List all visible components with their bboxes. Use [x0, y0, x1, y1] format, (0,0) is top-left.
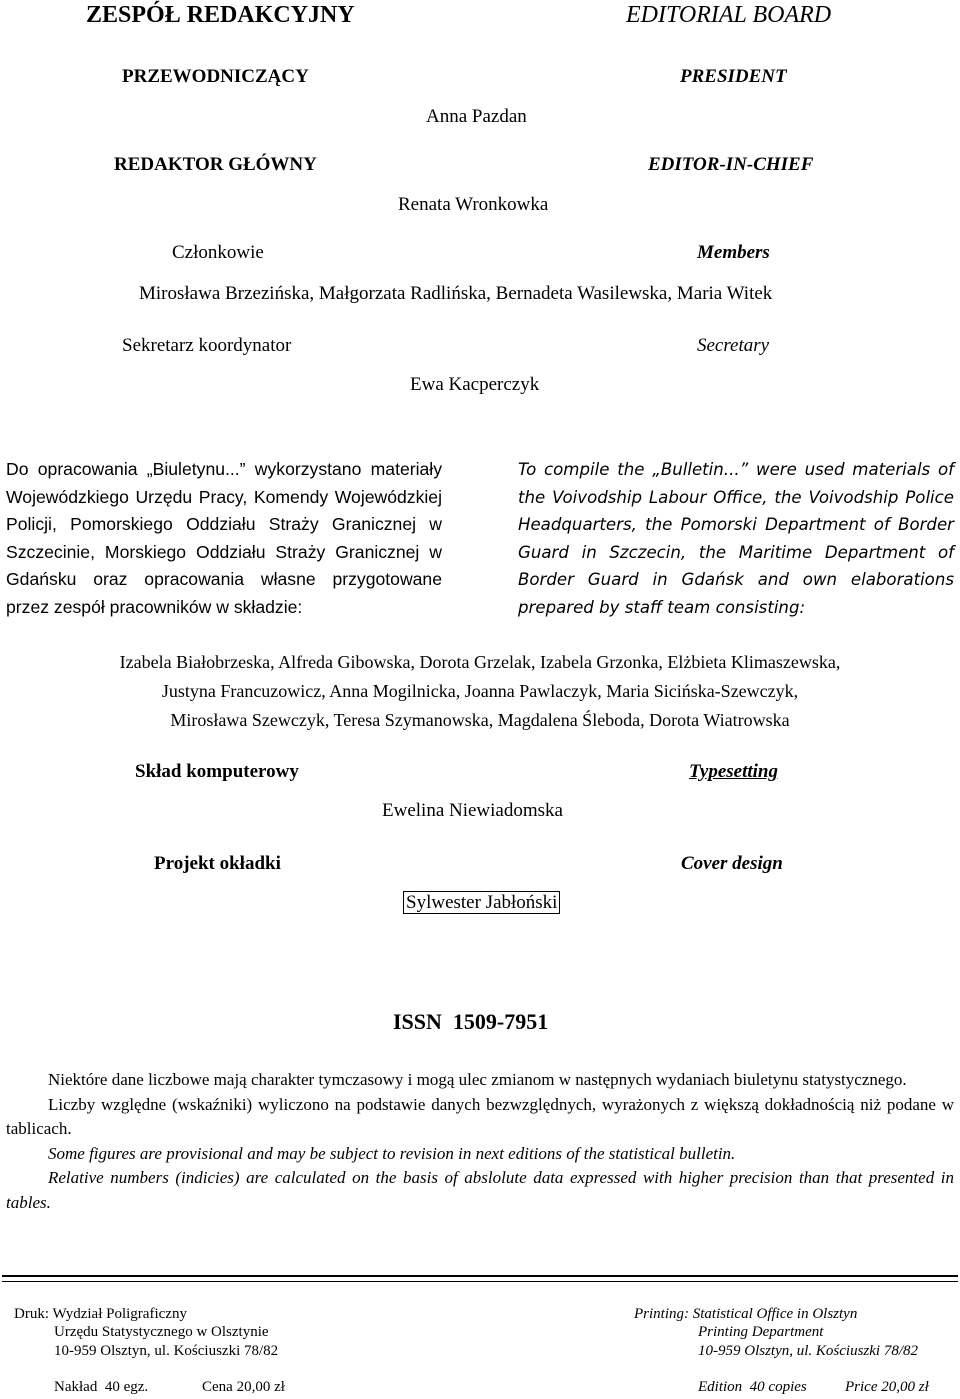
footer-print-pl-2: Urzędu Statystycznego w Olsztynie	[54, 1324, 269, 1340]
footer-rule-thin	[2, 1281, 958, 1282]
cover-heading-en: Cover design	[681, 853, 783, 874]
note-en-relative: Relative numbers (indicies) are calculated on the basis of abslolute data expressed with higher precision than that presented in tables.	[6, 1168, 954, 1212]
team-line-1: Izabela Białobrzeska, Alfreda Gibowska, Dorota Grzelak, Izabela Grzonka, Elżbieta Klimaszewska,	[119, 652, 841, 672]
board-title-pl: ZESPÓŁ REDAKCYJNY	[86, 2, 355, 28]
secretary-name: Ewa Kacperczyk	[410, 374, 540, 395]
footer-edition-en: Edition 40 copies	[698, 1379, 807, 1395]
secretary-heading-en: Secretary	[697, 335, 770, 356]
board-title-en: EDITORIAL BOARD	[626, 2, 832, 28]
team-line-3: Mirosława Szewczyk, Teresa Szymanowska, Magdalena Śleboda, Dorota Wiatrowska	[170, 710, 790, 730]
members-heading-en: Members	[697, 242, 770, 263]
intro-paragraph-pl: Do opracowania „Biuletynu...” wykorzystano materiały Wojewódzkiego Urzędu Pracy, Komendy Wojewódzkiej Policji, Pomorskiego Oddziału Straży Granicznej w Szczecinie, Morskiego Oddziału Straży Granicznej w Gdańsku oraz opracowania własne przygotowane przez zespół pracowników w składzie:	[6, 459, 442, 617]
note-en-provisional: Some figures are provisional and may be subject to revision in next editions of the statistical bulletin.	[48, 1143, 736, 1163]
chief-heading-pl: REDAKTOR GŁÓWNY	[114, 154, 317, 175]
notes	[6, 1068, 954, 1215]
note-pl-relative: Liczby względne (wskaźniki) wyliczono na podstawie danych bezwzględnych, wyrażonych z większą dokładnością niż podane w tablicach.	[6, 1094, 954, 1138]
cover-heading-pl: Projekt okładki	[154, 853, 281, 874]
typesetting-name: Ewelina Niewiadomska	[382, 800, 563, 821]
president-name: Anna Pazdan	[426, 106, 527, 127]
footer-print-en-2: Printing Department	[698, 1324, 824, 1340]
chief-heading-en: EDITOR-IN-CHIEF	[648, 154, 814, 175]
members-names: Mirosława Brzezińska, Małgorzata Radlińska, Bernadeta Wasilewska, Maria Witek	[139, 283, 773, 304]
secretary-heading-pl: Sekretarz koordynator	[122, 335, 292, 356]
cover-name: Sylwester Jabłoński	[403, 891, 560, 914]
president-heading-pl: PRZEWODNICZĄCY	[122, 66, 309, 87]
intro-paragraph-en: To compile the „Bulletin...” were used materials of the Voivodship Labour Office, the Voivodship Police Headquarters, the Pomorski Department of Border Guard in Szczecin, the Maritime Department of Border Guard in Gdańsk and own elaborations prepared by staff team consisting:	[518, 460, 954, 617]
team-line-2: Justyna Francuzowicz, Anna Mogilnicka, Joanna Pawlaczyk, Maria Sicińska-Szewczyk,	[161, 681, 799, 701]
typesetting-heading-en: Typesetting	[689, 761, 778, 782]
footer-print-pl-3: 10-959 Olsztyn, ul. Kościuszki 78/82	[54, 1343, 279, 1359]
footer-print-en-1: Printing: Statistical Office in Olsztyn	[634, 1306, 858, 1322]
footer-price-en: Price 20,00 zł	[845, 1379, 929, 1395]
footer-price-pl: Cena 20,00 zł	[202, 1379, 285, 1395]
members-heading-pl: Członkowie	[172, 242, 264, 263]
issn: ISSN 1509-7951	[393, 1009, 549, 1034]
footer-edition-pl: Nakład 40 egz.	[54, 1379, 149, 1395]
footer-rule-thick	[2, 1275, 958, 1277]
typesetting-heading-pl: Skład komputerowy	[135, 761, 299, 782]
note-pl-provisional: Niektóre dane liczbowe mają charakter tymczasowy i mogą ulec zmianom w następnych wydaniach biuletynu statystycznego.	[48, 1070, 907, 1089]
president-heading-en: PRESIDENT	[680, 66, 787, 87]
footer-print-en-3: 10-959 Olsztyn, ul. Kościuszki 78/82	[698, 1343, 918, 1359]
chief-name: Renata Wronkowka	[398, 194, 549, 215]
footer-print-pl-1: Druk: Wydział Poligraficzny	[14, 1306, 187, 1322]
